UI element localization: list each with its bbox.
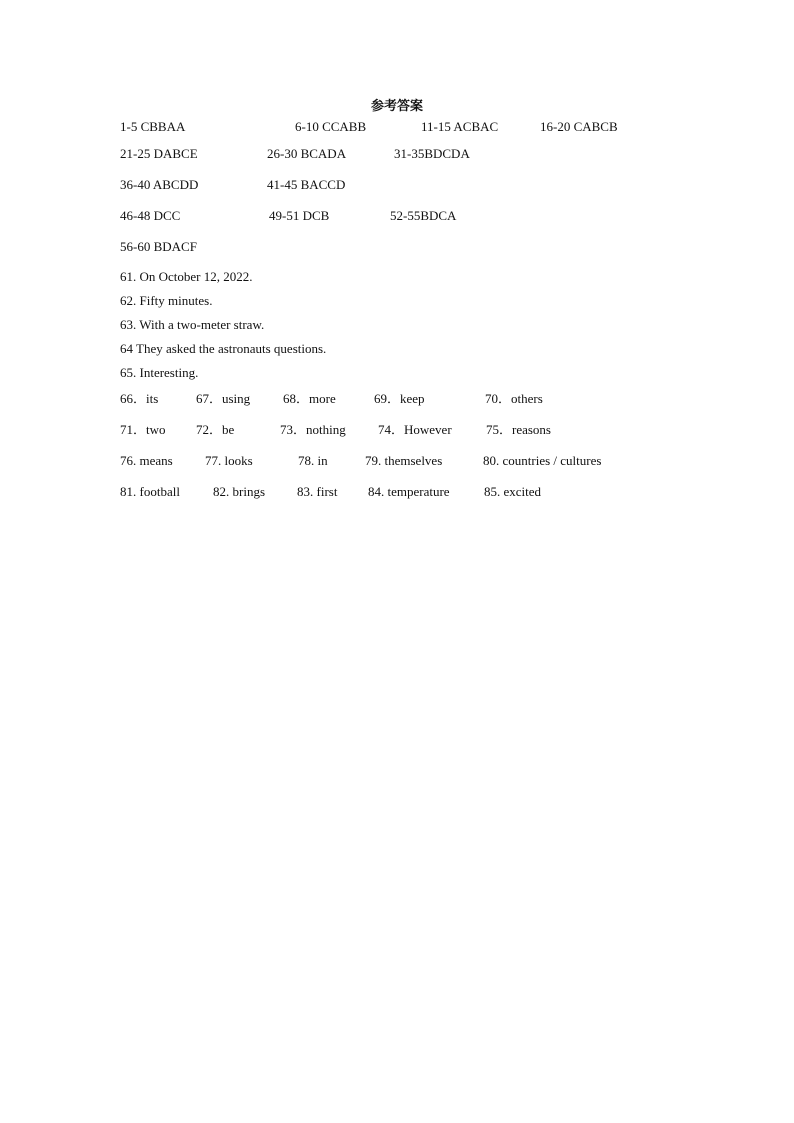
answer-group: 52-55BDCA [390, 208, 457, 223]
fill-answer: 71．two [120, 422, 166, 437]
fill-answer: 78. in [298, 453, 328, 468]
fill-answer: 79. themselves [365, 453, 443, 468]
answer-group: 1-5 CBBAA [120, 119, 186, 134]
fill-answer: 69．keep [374, 391, 425, 406]
answer-group: 11-15 ACBAC [421, 119, 499, 134]
answer-group: 26-30 BCADA [267, 146, 347, 161]
mc-row [0, 238, 794, 256]
fill-answer: 75．reasons [486, 422, 551, 437]
short-answer: 62. Fifty minutes. [120, 293, 213, 308]
fill-answer: 67．using [196, 391, 251, 406]
answer-group: 21-25 DABCE [120, 146, 198, 161]
fill-answer: 83. first [297, 484, 338, 499]
short-answer: 65. Interesting. [120, 365, 199, 380]
fill-answer: 74．However [378, 422, 452, 437]
fill-answer: 80. countries / cultures [483, 453, 602, 468]
answer-group: 56-60 BDACF [120, 239, 197, 254]
fill-answer: 85. excited [484, 484, 542, 499]
answer-group: 6-10 CCABB [295, 119, 367, 134]
fill-row [0, 421, 794, 439]
mc-row [0, 118, 794, 136]
short-answer: 64 They asked the astronauts questions. [120, 341, 327, 356]
fill-answer: 84. temperature [368, 484, 450, 499]
mc-row [0, 145, 794, 163]
fill-answer: 70．others [485, 391, 543, 406]
answer-group: 49-51 DCB [269, 208, 330, 223]
answer-group: 36-40 ABCDD [120, 177, 199, 192]
fill-answer: 81. football [120, 484, 180, 499]
answer-group: 31-35BDCDA [394, 146, 470, 161]
fill-row [0, 452, 794, 470]
short-answer: 61. On October 12, 2022. [120, 269, 253, 284]
fill-answer: 76. means [120, 453, 173, 468]
fill-answer: 72．be [196, 422, 235, 437]
short-answer: 63. With a two-meter straw. [120, 317, 265, 332]
fill-row [0, 390, 794, 408]
answer-group: 16-20 CABCB [540, 119, 618, 134]
fill-answer: 82. brings [213, 484, 265, 499]
fill-answer: 66．its [120, 391, 159, 406]
fill-row [0, 483, 794, 501]
mc-row [0, 176, 794, 194]
fill-answer: 77. looks [205, 453, 253, 468]
answer-group: 41-45 BACCD [267, 177, 346, 192]
fill-answer: 68．more [283, 391, 336, 406]
page-title: 参考答案 [370, 99, 423, 114]
mc-row [0, 207, 794, 225]
fill-answer: 73．nothing [280, 422, 346, 437]
answer-group: 46-48 DCC [120, 208, 181, 223]
